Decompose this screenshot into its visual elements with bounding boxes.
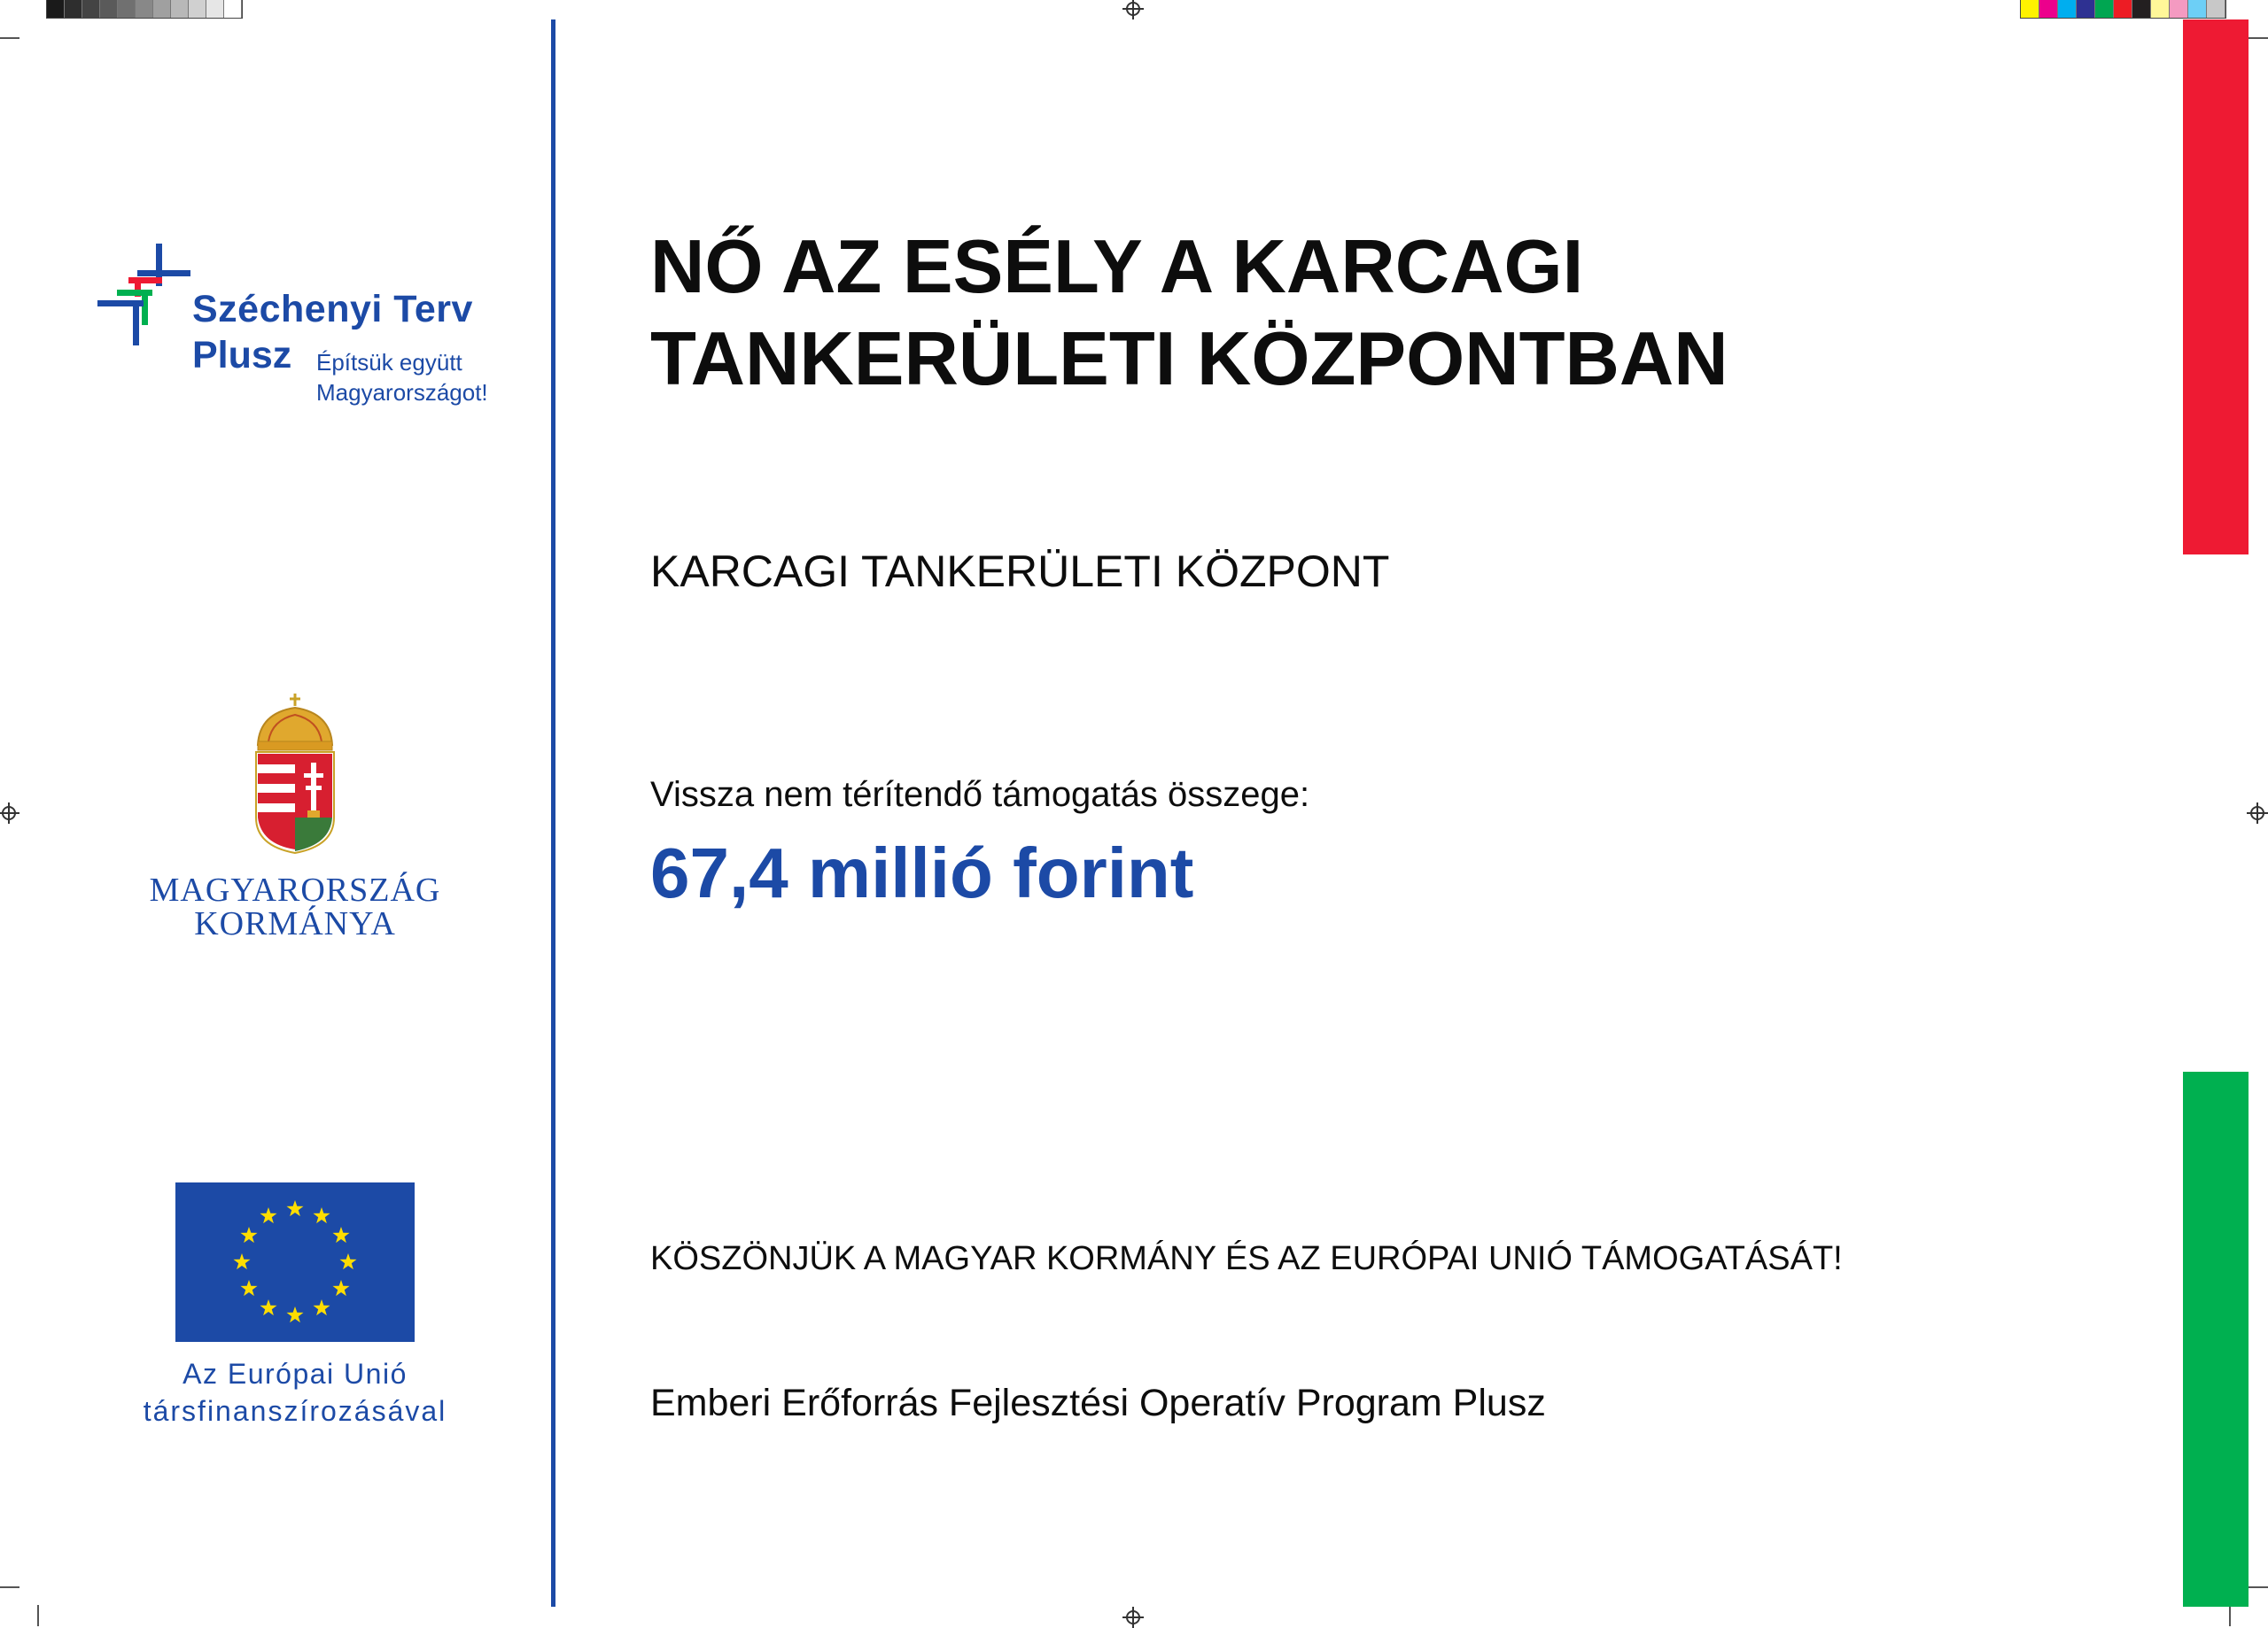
program-name: Emberi Erőforrás Fejlesztési Operatív Program Plusz	[650, 1382, 1546, 1424]
vertical-divider	[551, 19, 555, 1607]
eu-caption-line2: társfinanszírozásával	[143, 1395, 447, 1427]
szechenyi-slogan-line1: Építsük együtt	[316, 349, 462, 376]
crop-mark	[2229, 1605, 2231, 1626]
support-label: Vissza nem térítendő támogatás összege:	[650, 775, 1310, 814]
szechenyi-slogan-line2: Magyarországot!	[316, 379, 488, 406]
eu-caption-line1: Az Európai Unió	[183, 1358, 408, 1390]
flag-green-bar	[2183, 1072, 2249, 1607]
beneficiary-name: KARCAGI TANKERÜLETI KÖZPONT	[650, 547, 1390, 596]
project-title-line1: NŐ AZ ESÉLY A KARCAGI	[650, 225, 1584, 309]
hungarian-coat-of-arms-icon	[251, 694, 339, 857]
registration-mark-bottom	[1126, 1610, 1140, 1624]
registration-mark-top	[1126, 2, 1140, 16]
government-line2: KORMÁNYA	[194, 905, 396, 942]
government-line1: MAGYARORSZÁG	[149, 872, 441, 909]
grayscale-calibration-strip	[46, 0, 243, 19]
szechenyi-title: Széchenyi Terv	[192, 288, 473, 330]
registration-mark-right	[2250, 806, 2264, 820]
crop-mark	[2249, 37, 2268, 39]
color-calibration-strip	[2020, 0, 2226, 19]
szechenyi-plus: Plusz	[192, 334, 292, 376]
flag-red-bar	[2183, 19, 2249, 554]
eu-flag-icon	[175, 1182, 415, 1342]
thanks-note: KÖSZÖNJÜK A MAGYAR KORMÁNY ÉS AZ EURÓPAI UNIÓ TÁMOGATÁSÁT!	[650, 1240, 1843, 1277]
crop-mark	[2249, 1586, 2268, 1588]
crop-mark	[0, 37, 19, 39]
crop-mark	[0, 1586, 19, 1588]
szechenyi-cross-icon	[97, 244, 195, 345]
registration-mark-left	[2, 806, 16, 820]
project-title	[650, 221, 1728, 406]
crop-mark	[37, 1605, 39, 1626]
project-title-line2: TANKERÜLETI KÖZPONTBAN	[650, 317, 1728, 401]
support-amount: 67,4 millió forint	[650, 833, 1194, 912]
